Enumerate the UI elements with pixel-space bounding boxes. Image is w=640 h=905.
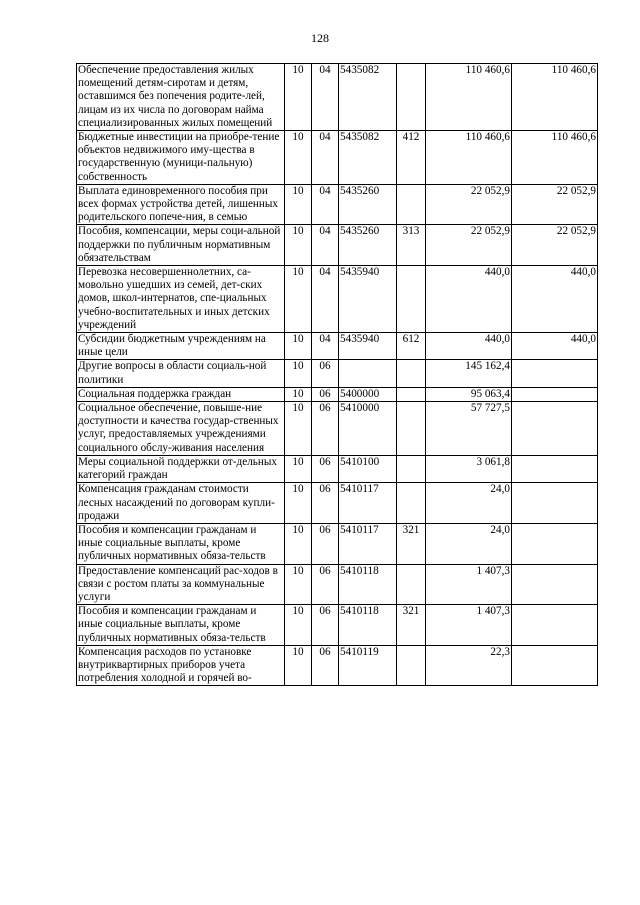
table-row — [77, 402, 598, 456]
amount-2: 22 052,9 — [512, 184, 598, 225]
table-row — [77, 225, 598, 266]
amount-1: 145 162,4 — [426, 360, 512, 387]
amount-2: 440,0 — [512, 266, 598, 333]
row-description: Социальное обеспечение, повыше-ние доступности и качества государ-ственных услуг, предоставляемых учреждениями социального обслу-живания населения — [77, 402, 285, 456]
target-article-code: 5400000 — [339, 387, 397, 401]
amount-2 — [512, 387, 598, 401]
subsection-code: 06 — [312, 483, 339, 524]
subsection-code: 06 — [312, 360, 339, 387]
budget-table — [76, 63, 598, 686]
table-row — [77, 564, 598, 605]
table-row — [77, 64, 598, 131]
amount-2 — [512, 645, 598, 686]
section-code: 10 — [285, 564, 312, 605]
row-description: Социальная поддержка граждан — [77, 387, 285, 401]
table-row — [77, 645, 598, 686]
amount-1: 57 727,5 — [426, 402, 512, 456]
target-article-code: 5435940 — [339, 266, 397, 333]
row-description: Другие вопросы в области социаль-ной политики — [77, 360, 285, 387]
section-code: 10 — [285, 131, 312, 185]
target-article-code: 5435260 — [339, 184, 397, 225]
subsection-code: 06 — [312, 402, 339, 456]
amount-1: 110 460,6 — [426, 131, 512, 185]
subsection-code: 06 — [312, 645, 339, 686]
target-article-code: 5410118 — [339, 605, 397, 646]
target-article-code: 5410000 — [339, 402, 397, 456]
amount-1: 110 460,6 — [426, 64, 512, 131]
table-row — [77, 523, 598, 564]
section-code: 10 — [285, 184, 312, 225]
amount-1: 22,3 — [426, 645, 512, 686]
section-code: 10 — [285, 605, 312, 646]
section-code: 10 — [285, 455, 312, 482]
subsection-code: 04 — [312, 131, 339, 185]
subsection-code: 06 — [312, 455, 339, 482]
table-row — [77, 333, 598, 360]
subsection-code: 06 — [312, 564, 339, 605]
row-description: Бюджетные инвестиции на приобре-тение объектов недвижимого иму-щества в государственную (муници-пальную) собственность — [77, 131, 285, 185]
expense-type-code: 313 — [397, 225, 426, 266]
amount-2 — [512, 402, 598, 456]
expense-type-code — [397, 483, 426, 524]
expense-type-code — [397, 387, 426, 401]
target-article-code — [339, 360, 397, 387]
amount-1: 24,0 — [426, 483, 512, 524]
amount-2: 110 460,6 — [512, 64, 598, 131]
row-description: Пособия и компенсации гражданам и иные социальные выплаты, кроме публичных нормативных обяза-тельств — [77, 523, 285, 564]
amount-1: 3 061,8 — [426, 455, 512, 482]
table-row — [77, 266, 598, 333]
subsection-code: 04 — [312, 184, 339, 225]
section-code: 10 — [285, 360, 312, 387]
expense-type-code — [397, 64, 426, 131]
section-code: 10 — [285, 333, 312, 360]
table-row — [77, 184, 598, 225]
expense-type-code: 612 — [397, 333, 426, 360]
target-article-code: 5410118 — [339, 564, 397, 605]
amount-1: 24,0 — [426, 523, 512, 564]
section-code: 10 — [285, 402, 312, 456]
target-article-code: 5435082 — [339, 64, 397, 131]
target-article-code: 5410117 — [339, 483, 397, 524]
amount-1: 440,0 — [426, 333, 512, 360]
expense-type-code: 412 — [397, 131, 426, 185]
table-row — [77, 455, 598, 482]
amount-1: 22 052,9 — [426, 225, 512, 266]
expense-type-code — [397, 645, 426, 686]
subsection-code: 04 — [312, 266, 339, 333]
amount-2 — [512, 523, 598, 564]
subsection-code: 04 — [312, 333, 339, 360]
section-code: 10 — [285, 483, 312, 524]
amount-1: 1 407,3 — [426, 564, 512, 605]
expense-type-code — [397, 266, 426, 333]
subsection-code: 06 — [312, 605, 339, 646]
amount-1: 95 063,4 — [426, 387, 512, 401]
amount-2: 440,0 — [512, 333, 598, 360]
expense-type-code: 321 — [397, 523, 426, 564]
subsection-code: 06 — [312, 387, 339, 401]
row-description: Меры социальной поддержки от-дельных категорий граждан — [77, 455, 285, 482]
amount-1: 22 052,9 — [426, 184, 512, 225]
expense-type-code — [397, 402, 426, 456]
target-article-code: 5435260 — [339, 225, 397, 266]
table-row — [77, 605, 598, 646]
table-row — [77, 387, 598, 401]
subsection-code: 06 — [312, 523, 339, 564]
expense-type-code — [397, 360, 426, 387]
section-code: 10 — [285, 266, 312, 333]
amount-2 — [512, 564, 598, 605]
expense-type-code: 321 — [397, 605, 426, 646]
row-description: Компенсация гражданам стоимости лесных насаждений по договорам купли-продажи — [77, 483, 285, 524]
table-row — [77, 483, 598, 524]
row-description: Перевозка несовершеннолетних, са-мовольно ушедших из семей, дет-ских домов, школ-интернатов, спе-циальных учебно-воспитательных и иных детских учреждений — [77, 266, 285, 333]
budget-table-body — [77, 64, 598, 686]
amount-2 — [512, 360, 598, 387]
table-row — [77, 131, 598, 185]
target-article-code: 5435082 — [339, 131, 397, 185]
section-code: 10 — [285, 387, 312, 401]
table-row — [77, 360, 598, 387]
expense-type-code — [397, 455, 426, 482]
expense-type-code — [397, 184, 426, 225]
target-article-code: 5410100 — [339, 455, 397, 482]
target-article-code: 5410117 — [339, 523, 397, 564]
amount-2: 110 460,6 — [512, 131, 598, 185]
subsection-code: 04 — [312, 64, 339, 131]
subsection-code: 04 — [312, 225, 339, 266]
section-code: 10 — [285, 645, 312, 686]
amount-2 — [512, 605, 598, 646]
section-code: 10 — [285, 225, 312, 266]
page-number: 128 — [311, 31, 329, 45]
row-description: Обеспечение предоставления жилых помещений детям-сиротам и детям, оставшимся без попечения родите-лей, лицам из их числа по договорам найма специализированных жилых помещений — [77, 64, 285, 131]
section-code: 10 — [285, 523, 312, 564]
amount-1: 1 407,3 — [426, 605, 512, 646]
row-description: Предоставление компенсаций рас-ходов в связи с ростом платы за коммунальные услуги — [77, 564, 285, 605]
amount-1: 440,0 — [426, 266, 512, 333]
row-description: Субсидии бюджетным учреждениям на иные цели — [77, 333, 285, 360]
row-description: Компенсация расходов по установке внутриквартирных приборов учета потребления холодной и горячей во- — [77, 645, 285, 686]
row-description: Выплата единовременного пособия при всех формах устройства детей, лишенных родительского попече-ния, в семью — [77, 184, 285, 225]
row-description: Пособия и компенсации гражданам и иные социальные выплаты, кроме публичных нормативных обяза-тельств — [77, 605, 285, 646]
section-code: 10 — [285, 64, 312, 131]
target-article-code: 5435940 — [339, 333, 397, 360]
row-description: Пособия, компенсации, меры соци-альной поддержки по публичным нормативным обязательствам — [77, 225, 285, 266]
expense-type-code — [397, 564, 426, 605]
amount-2 — [512, 455, 598, 482]
target-article-code: 5410119 — [339, 645, 397, 686]
amount-2 — [512, 483, 598, 524]
amount-2: 22 052,9 — [512, 225, 598, 266]
